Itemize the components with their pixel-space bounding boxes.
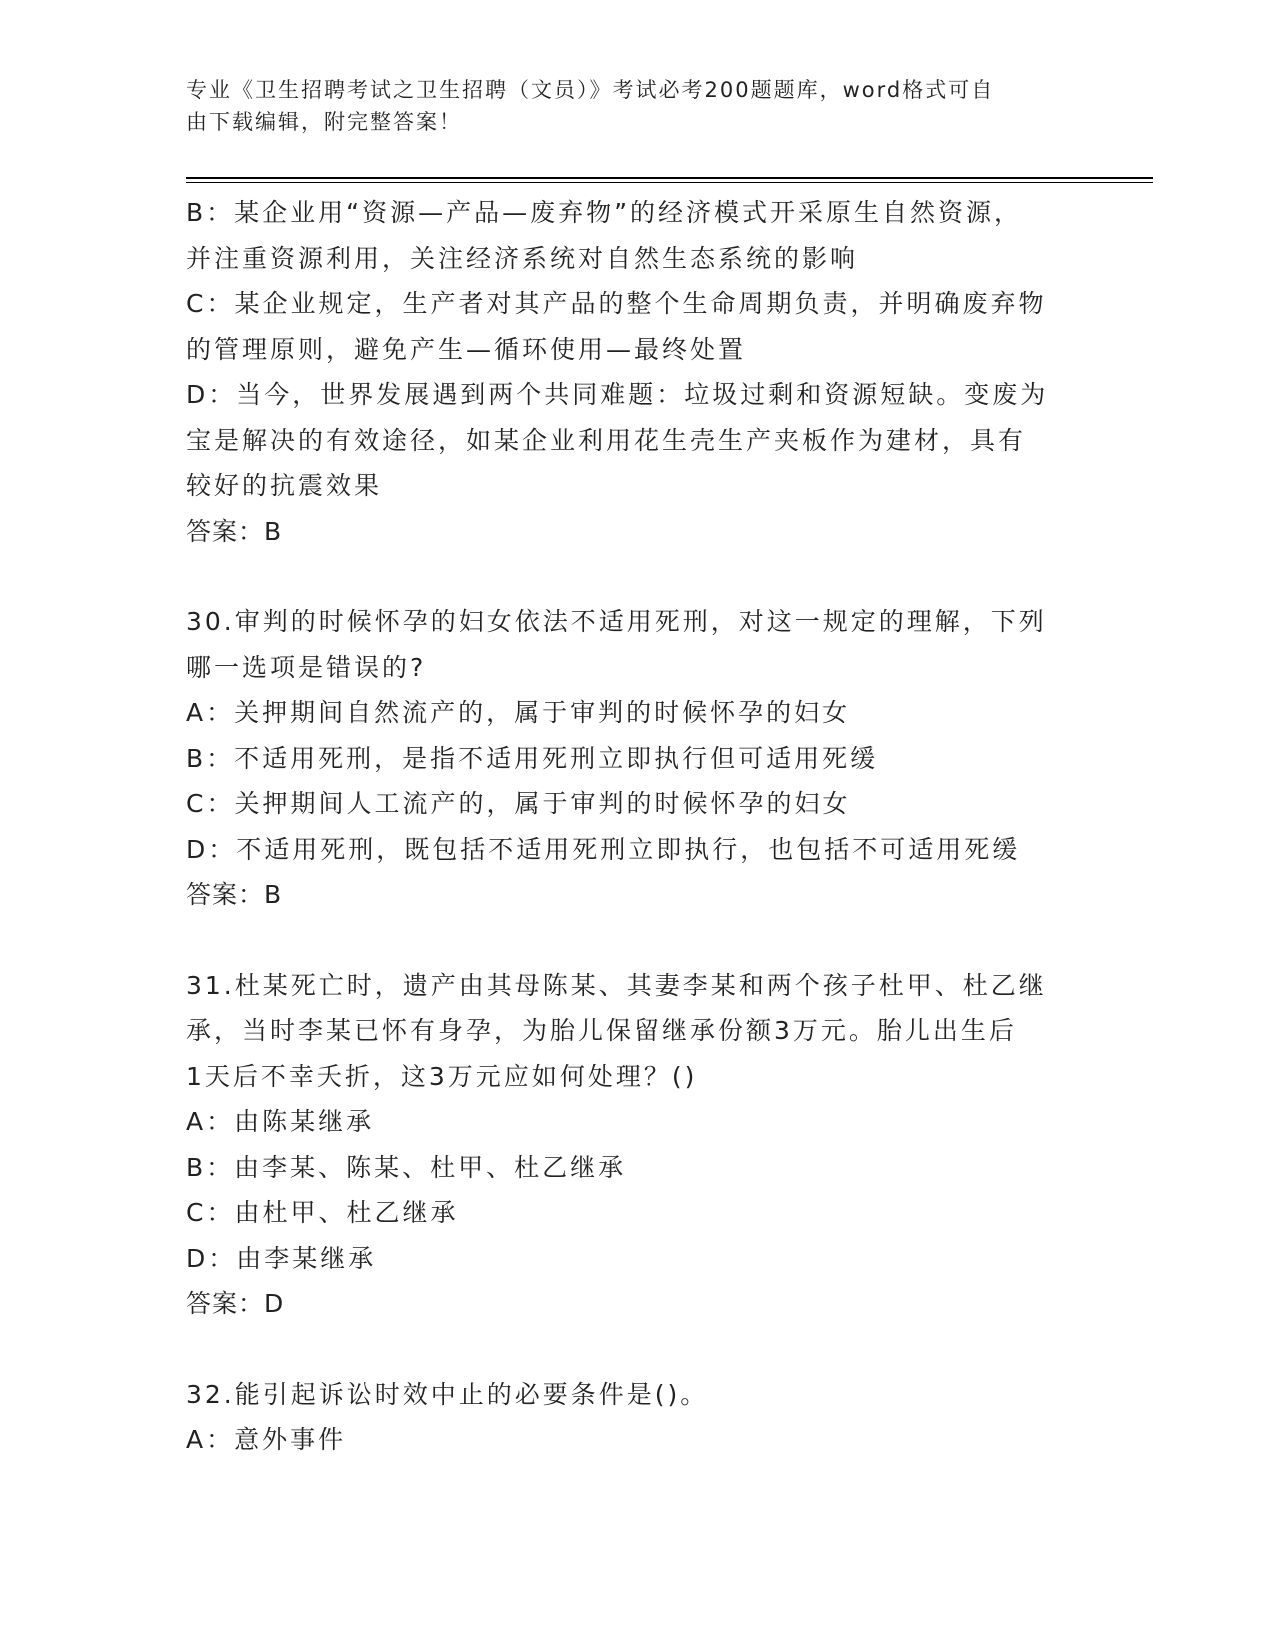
option-b-line-1: B：某企业用“资源—产品—废弃物”的经济模式开采原生自然资源， [186,198,1023,227]
option-b-line-2: 并注重资源利用，关注经济系统对自然生态系统的影响 [186,243,859,273]
option-b: B：不适用死刑，是指不适用死刑立即执行但可适用死缓 [186,743,879,773]
question-content [186,190,1086,1463]
option-d-line-2: 宝是解决的有效途径，如某企业利用花生壳生产夹板作为建材，具有 [186,425,1027,455]
question-32 [186,1372,1086,1463]
header-rule-thin [186,182,1153,183]
question-stem-line-2: 哪一选项是错误的? [186,652,427,682]
option-d: D：由李某继承 [186,1243,377,1273]
question-29 [186,190,1086,554]
header-line-2: 由下载编辑，附完整答案！ [186,110,462,134]
question-stem-line-1: 32.能引起诉讼时效中止的必要条件是()。 [186,1379,709,1409]
option-c: C：关押期间人工流产的，属于审判的时候怀孕的妇女 [186,789,851,818]
question-stem-line-1: 30.审判的时候怀孕的妇女依法不适用死刑，对这一规定的理解，下列 [186,607,1047,636]
option-d-line-1: D：当今，世界发展遇到两个共同难题：垃圾过剩和资源短缺。变废为 [186,380,1049,409]
question-30 [186,599,1086,918]
document-header [186,74,1066,138]
option-c-line-1: C：某企业规定，生产者对其产品的整个生命周期负责，并明确废弃物 [186,289,1047,318]
answer: 答案：B [186,516,283,546]
header-rule-thick [186,177,1153,179]
answer: 答案：D [186,1289,285,1318]
answer: 答案：B [186,880,283,909]
question-stem-line-2: 承，当时李某已怀有身孕，为胎儿保留继承份额3万元。胎儿出生后 [186,1016,1017,1045]
option-d-line-3: 较好的抗震效果 [186,471,383,500]
option-d: D：不适用死刑，既包括不适用死刑立即执行，也包括不可适用死缓 [186,834,1021,864]
question-31 [186,963,1086,1327]
question-stem-line-1: 31.杜某死亡时，遗产由其母陈某、其妻李某和两个孩子杜甲、杜乙继 [186,970,1047,1000]
option-a: A：由陈某继承 [186,1107,375,1136]
option-c: C：由杜甲、杜乙继承 [186,1198,459,1227]
question-stem-line-3: 1天后不幸夭折，这3万元应如何处理？() [186,1061,698,1091]
option-b: B：由李某、陈某、杜甲、杜乙继承 [186,1152,627,1182]
option-a: A：意外事件 [186,1425,347,1454]
header-line-1: 专业《卫生招聘考试之卫生招聘（文员）》考试必考200题题库，word格式可自 [186,78,995,102]
option-a: A：关押期间自然流产的，属于审判的时候怀孕的妇女 [186,698,851,727]
option-c-line-2: 的管理原则，避免产生—循环使用—最终处置 [186,334,747,364]
